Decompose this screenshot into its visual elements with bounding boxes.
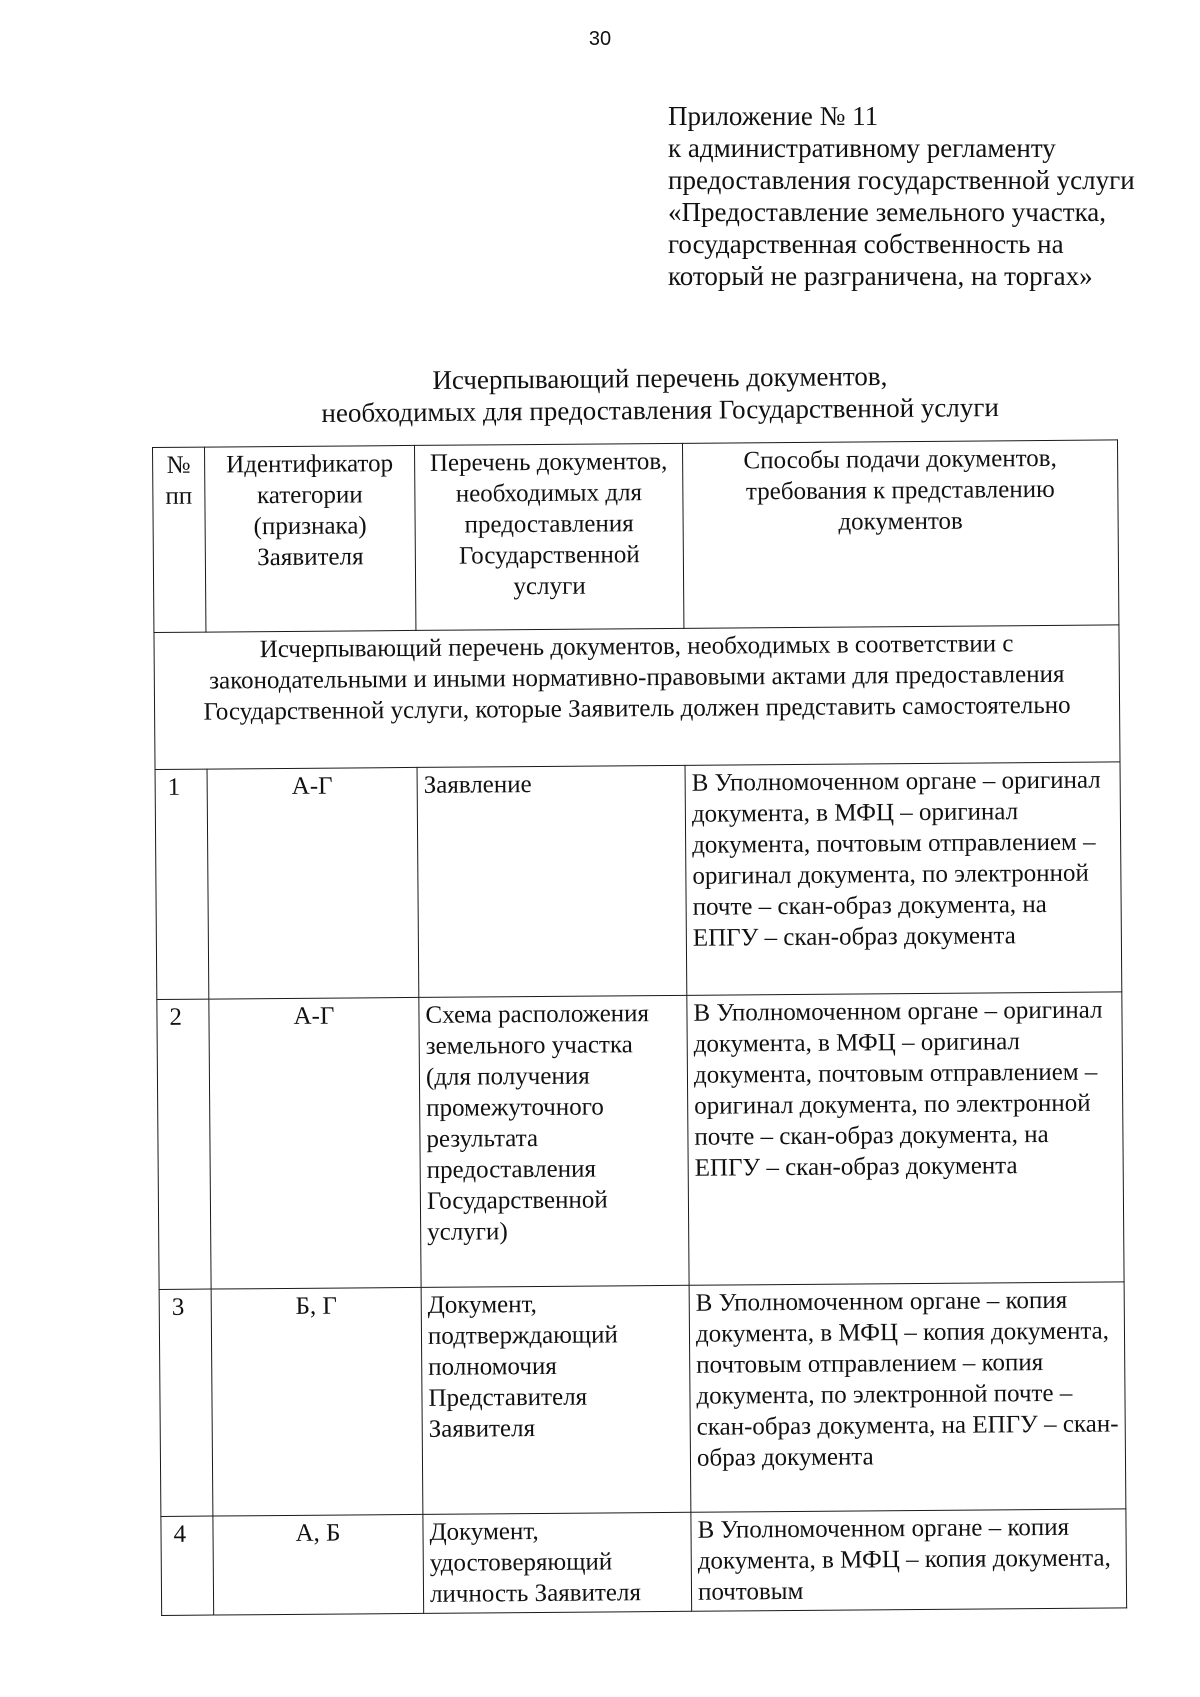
- row-category: А, Б: [213, 1514, 424, 1615]
- row-category: А-Г: [209, 997, 421, 1289]
- appendix-line: государственная собственность на: [668, 229, 1064, 259]
- row-method: В Уполномоченном органе – оригинал документа, в МФЦ – оригинал документа, почтовым отправлением – оригинал документа, по электронной почте – скан-образ документа, на ЕПГУ – скан-образ документа: [685, 762, 1122, 995]
- appendix-line: к административному регламенту: [668, 133, 1056, 163]
- table-row: [155, 762, 1122, 1000]
- header-category: Идентификатор категории (признака) Заявителя: [205, 445, 416, 632]
- row-num: 1: [155, 769, 209, 999]
- row-method: В Уполномоченном органе – копия документа, в МФЦ – копия документа, почтовым отправлением – копия документа, по электронной почте – скан-образ документа, на ЕПГУ – скан-образ документа: [689, 1282, 1126, 1512]
- row-num: 2: [157, 999, 211, 1289]
- page-number: 30: [588, 28, 612, 50]
- appendix-reference: [668, 100, 1168, 292]
- table-header-row: [153, 440, 1119, 633]
- row-document: Схема расположения земельного участка (для получения промежуточного результата предоставления Государственной услуги): [419, 995, 689, 1287]
- row-document: Заявление: [417, 765, 687, 997]
- row-num: 4: [161, 1516, 214, 1615]
- appendix-line: Приложение № 11: [668, 101, 879, 131]
- appendix-line: «Предоставление земельного участка,: [668, 197, 1107, 227]
- row-method: В Уполномоченном органе – копия документа, в МФЦ – копия документа, почтовым: [691, 1509, 1127, 1611]
- section-row: [154, 625, 1120, 770]
- title-line-1: Исчерпывающий перечень документов,: [432, 361, 888, 395]
- header-methods: Способы подачи документов, требования к представлению документов: [682, 440, 1118, 628]
- row-method: В Уполномоченном органе – оригинал документа, в МФЦ – оригинал документа, почтовым отправлением – оригинал документа, по электронной почте – скан-образ документа, на ЕПГУ – скан-образ документа: [687, 992, 1124, 1285]
- row-num: 3: [159, 1289, 213, 1516]
- section-heading: Исчерпывающий перечень документов, необходимых в соответствии с законодательными и иными нормативно-правовыми актами для предоставления Государственной услуги, которые Заявитель должен представить самостоятельно: [154, 625, 1120, 770]
- row-category: Б, Г: [211, 1287, 423, 1516]
- appendix-line: предоставления государственной услуги: [668, 165, 1135, 195]
- header-num: № пп: [153, 447, 206, 632]
- row-document: Документ, удостоверяющий личность Заявителя: [423, 1512, 692, 1613]
- appendix-line: который не разграничена, на торгах»: [668, 261, 1093, 291]
- document-title: [280, 359, 1041, 430]
- documents-table: [152, 439, 1127, 1616]
- row-document: Документ, подтверждающий полномочия Представителя Заявителя: [421, 1285, 691, 1514]
- row-category: А-Г: [207, 767, 419, 999]
- title-line-2: необходимых для предоставления Государственной услуги: [321, 392, 999, 428]
- table-row: [157, 992, 1124, 1290]
- documents-table-container: [152, 439, 1126, 1616]
- table-row: [161, 1509, 1127, 1616]
- table-row: [159, 1282, 1126, 1517]
- header-documents: Перечень документов, необходимых для предоставления Государственной услуги: [414, 443, 683, 630]
